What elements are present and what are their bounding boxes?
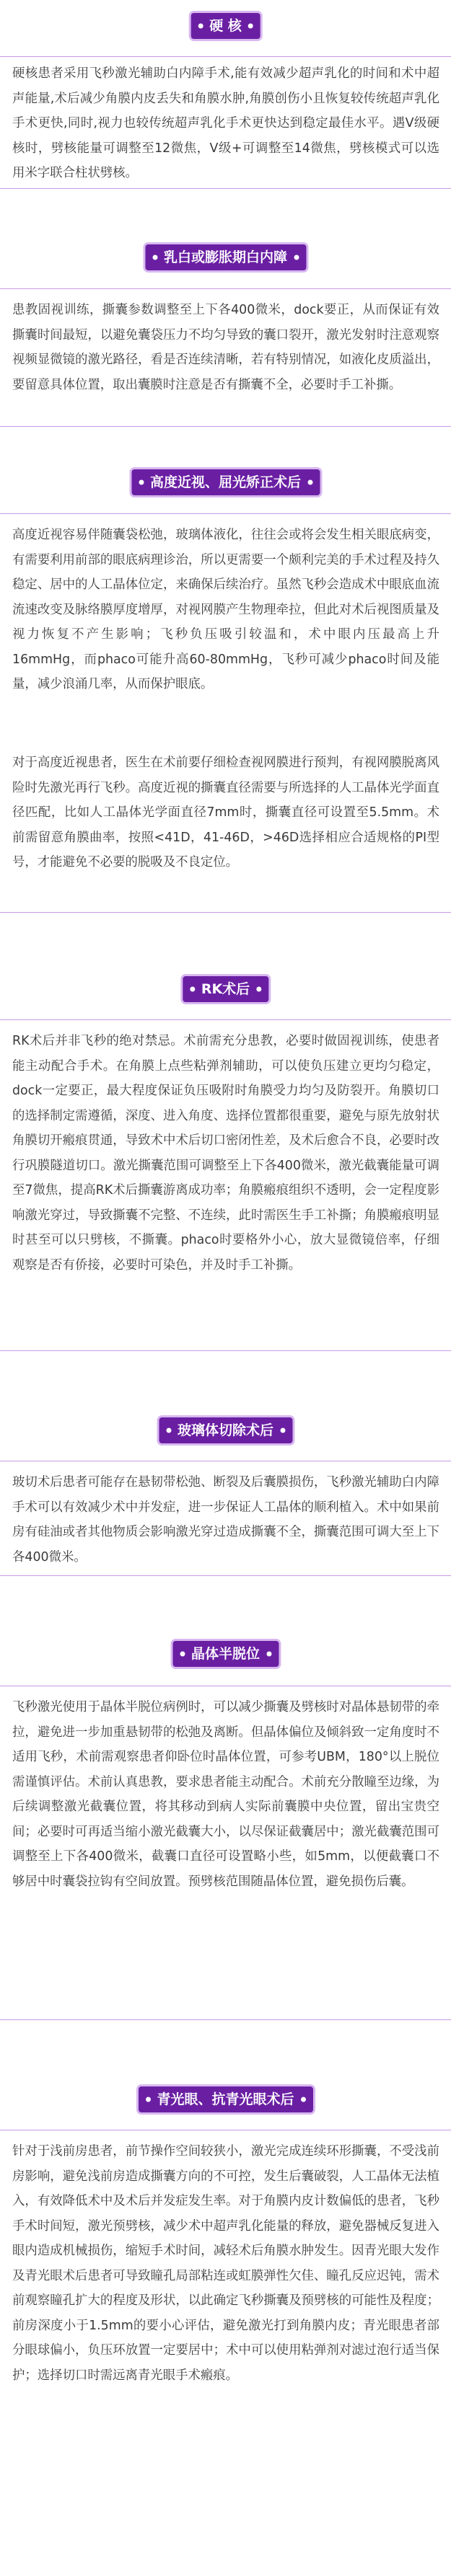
section-paragraph: 针对于浅前房患者，前节操作空间较狭小，激光完成连续环形撕囊，不受浅前房影响，避免浅前房造成撕囊方向的不可控，发生后囊破裂，人工晶体无法植入，有效降低术中及术后并发症发生率。对于角膜内皮计数偏低的患者，飞秒手术时间短，激光预劈核，减少术中超声乳化能量的释放，避免器械反复进入眼内造成机械损伤，缩短手术时间，减轻术后角膜水肿发生。因青光眼大发作及青光眼术后患者可导致瞳孔局部粘连或虹膜弹性欠佳、瞳孔反应迟钝，需术前观察瞳孔扩大的程度及形状，以此确定飞秒撕囊及预劈核的可能性及程度；前房深度小于1.5mm的要小心评估，避免激光打到角膜内皮；青光眼患者部分眼球偏小，负压环放置一定要居中；术中可以使用粘弹剂对滤过泡行适当保护；选择切口时需远离青光眼手术瘢痕。	[12, 2144, 439, 2383]
section-banner-hard-core	[0, 3, 451, 49]
section-banner-vitrectomy	[0, 1407, 451, 1453]
section-title: 晶体半脱位	[172, 1641, 279, 1667]
section-paragraph: RK术后并非飞秒的绝对禁忌。术前需充分患教，必要时做固视训练，使患者能主动配合手术。在角膜上点些粘弹剂辅助，可以使负压建立更均匀稳定，dock一定要正，最大程度保证负压吸附时角膜受力均匀及防裂开。角膜切口的选择制定需遵循，深度、进入角度、选择位置都很重要，避免与原先放射状角膜切开瘢痕贯通，导致术中术后切口密闭性差，及术后愈合不良，必要时改行巩膜隧道切口。激光撕囊范围可调整至上下各400微米，激光截囊能量可调至7微焦，提高RK术后撕囊游离成功率；角膜瘢痕组织不透明，会一定程度影响激光穿过，导致撕囊不完整、不连续，此时需医生手工补撕；角膜瘢痕明显时甚至可以只劈核，不撕囊。phaco时要格外小心，放大显微镜倍率，仔细观察是否有侨接，必要时可染色，并及时手工补撕。	[12, 1034, 439, 1272]
section-body-high-myopia	[0, 513, 451, 913]
section-title: 乳白或膨胀期白内障	[145, 244, 306, 270]
section-body-hard-core	[0, 56, 451, 189]
section-banner-subluxation	[0, 1631, 451, 1677]
section-body-rk	[0, 1019, 451, 1351]
section-body-subluxation	[0, 1686, 451, 2020]
section-paragraph: 对于高度近视患者，医生在术前要仔细检查视网膜进行预判，有视网膜脱离风险时先激光再行飞秒。高度近视的撕囊直径需要与所选择的人工晶体光学面直径匹配，比如人工晶体光学面直径7mm时，撕囊直径可设置至5.5mm。术前需留意角膜曲率，按照<41D，41-46D，>46D选择相应合适规格的PI型号，才能避免不必要的脱吸及不良定位。	[12, 756, 439, 869]
section-title: 青光眼、抗青光眼术后	[138, 2086, 312, 2112]
section-body-glaucoma	[0, 2130, 451, 2576]
section-banner-mature-cataract	[0, 234, 451, 280]
section-body-vitrectomy	[0, 1461, 451, 1576]
section-title: RK术后	[183, 976, 268, 1002]
section-title: 硬 核	[191, 13, 260, 39]
section-paragraph: 高度近视容易伴随囊袋松弛，玻璃体液化，往往会或将会发生相关眼底病变，有需要利用前部的眼底病理诊治，所以更需要一个颇利完美的手术过程及持久稳定、居中的人工晶体位定，来确保后续治疗。虽然飞秒会造成术中眼底血流流速改变及脉络膜厚度增厚，对视网膜产生物理牵拉，但此对术后视图质量及视力恢复不产生影响；飞秒负压吸引较温和，术中眼内压最高上升16mmHg，而phaco可能升高60-80mmHg，飞秒可减少phaco时间及能量，减少浪涌几率，从而保护眼底。	[12, 528, 439, 691]
section-banner-rk	[0, 966, 451, 1012]
section-paragraph: 患教固视训练，撕囊参数调整至上下各400微米，dock要正，从而保证有效撕囊时间最短，以避免囊袋压力不均匀导致的囊口裂开，激光发射时注意观察视频显微镜的激光路径，看是否连续清晰，若有特别情况，如液化皮质溢出，要留意具体位置，取出囊膜时注意是否有撕囊不全，必要时手工补撕。	[12, 303, 439, 392]
section-paragraph: 玻切术后患者可能存在悬韧带松弛、断裂及后囊膜损伤，飞秒激光辅助白内障手术可以有效减少术中并发症，进一步保证人工晶体的顺利植入。术中如果前房有硅油或者其他物质会影响激光穿过造成撕囊不全，撕囊范围可调大至上下各400微米。	[12, 1475, 439, 1564]
section-banner-high-myopia	[0, 459, 451, 505]
section-title: 玻璃体切除术后	[159, 1417, 292, 1443]
section-title: 高度近视、屈光矫正术后	[131, 469, 320, 495]
section-banner-glaucoma	[0, 2076, 451, 2123]
section-body-mature-cataract	[0, 288, 451, 427]
section-paragraph: 飞秒激光使用于晶体半脱位病例时，可以减少撕囊及劈核时对晶体悬韧带的牵拉，避免进一步加重悬韧带的松弛及离断。但晶体偏位及倾斜致一定角度时不适用飞秒，术前需观察患者仰卧位时晶体位置，可参考UBM，180°以上脱位需谨慎评估。术前认真患教，要求患者能主动配合。术前充分散瞳至边缘，为后续调整激光截囊位置，将其移动到病人实际前囊膜中央位置，留出宝贵空间；必要时可再适当缩小激光截囊大小，以尽保证截囊居中；激光截囊范围可调整至上下各400微米，截囊口直径可设置略小些，如5mm，以便截囊口不够居中时囊袋拉钩有空间放置。预劈核范围随晶体位置，避免损伤后囊。	[12, 1700, 439, 1889]
section-paragraph: 硬核患者采用飞秒激光辅助白内障手术,能有效减少超声乳化的时间和术中超声能量,术后减少角膜内皮丢失和角膜水肿,角膜创伤小且恢复较传统超声乳化手术更快,同时,视力也较传统超声乳化手术更快达到稳定最佳水平。遇Ⅴ级硬核时，劈核能量可调整至12微焦，Ⅴ级+可调整至14微焦，劈核模式可以选用米字联合柱状劈核。	[12, 66, 439, 180]
